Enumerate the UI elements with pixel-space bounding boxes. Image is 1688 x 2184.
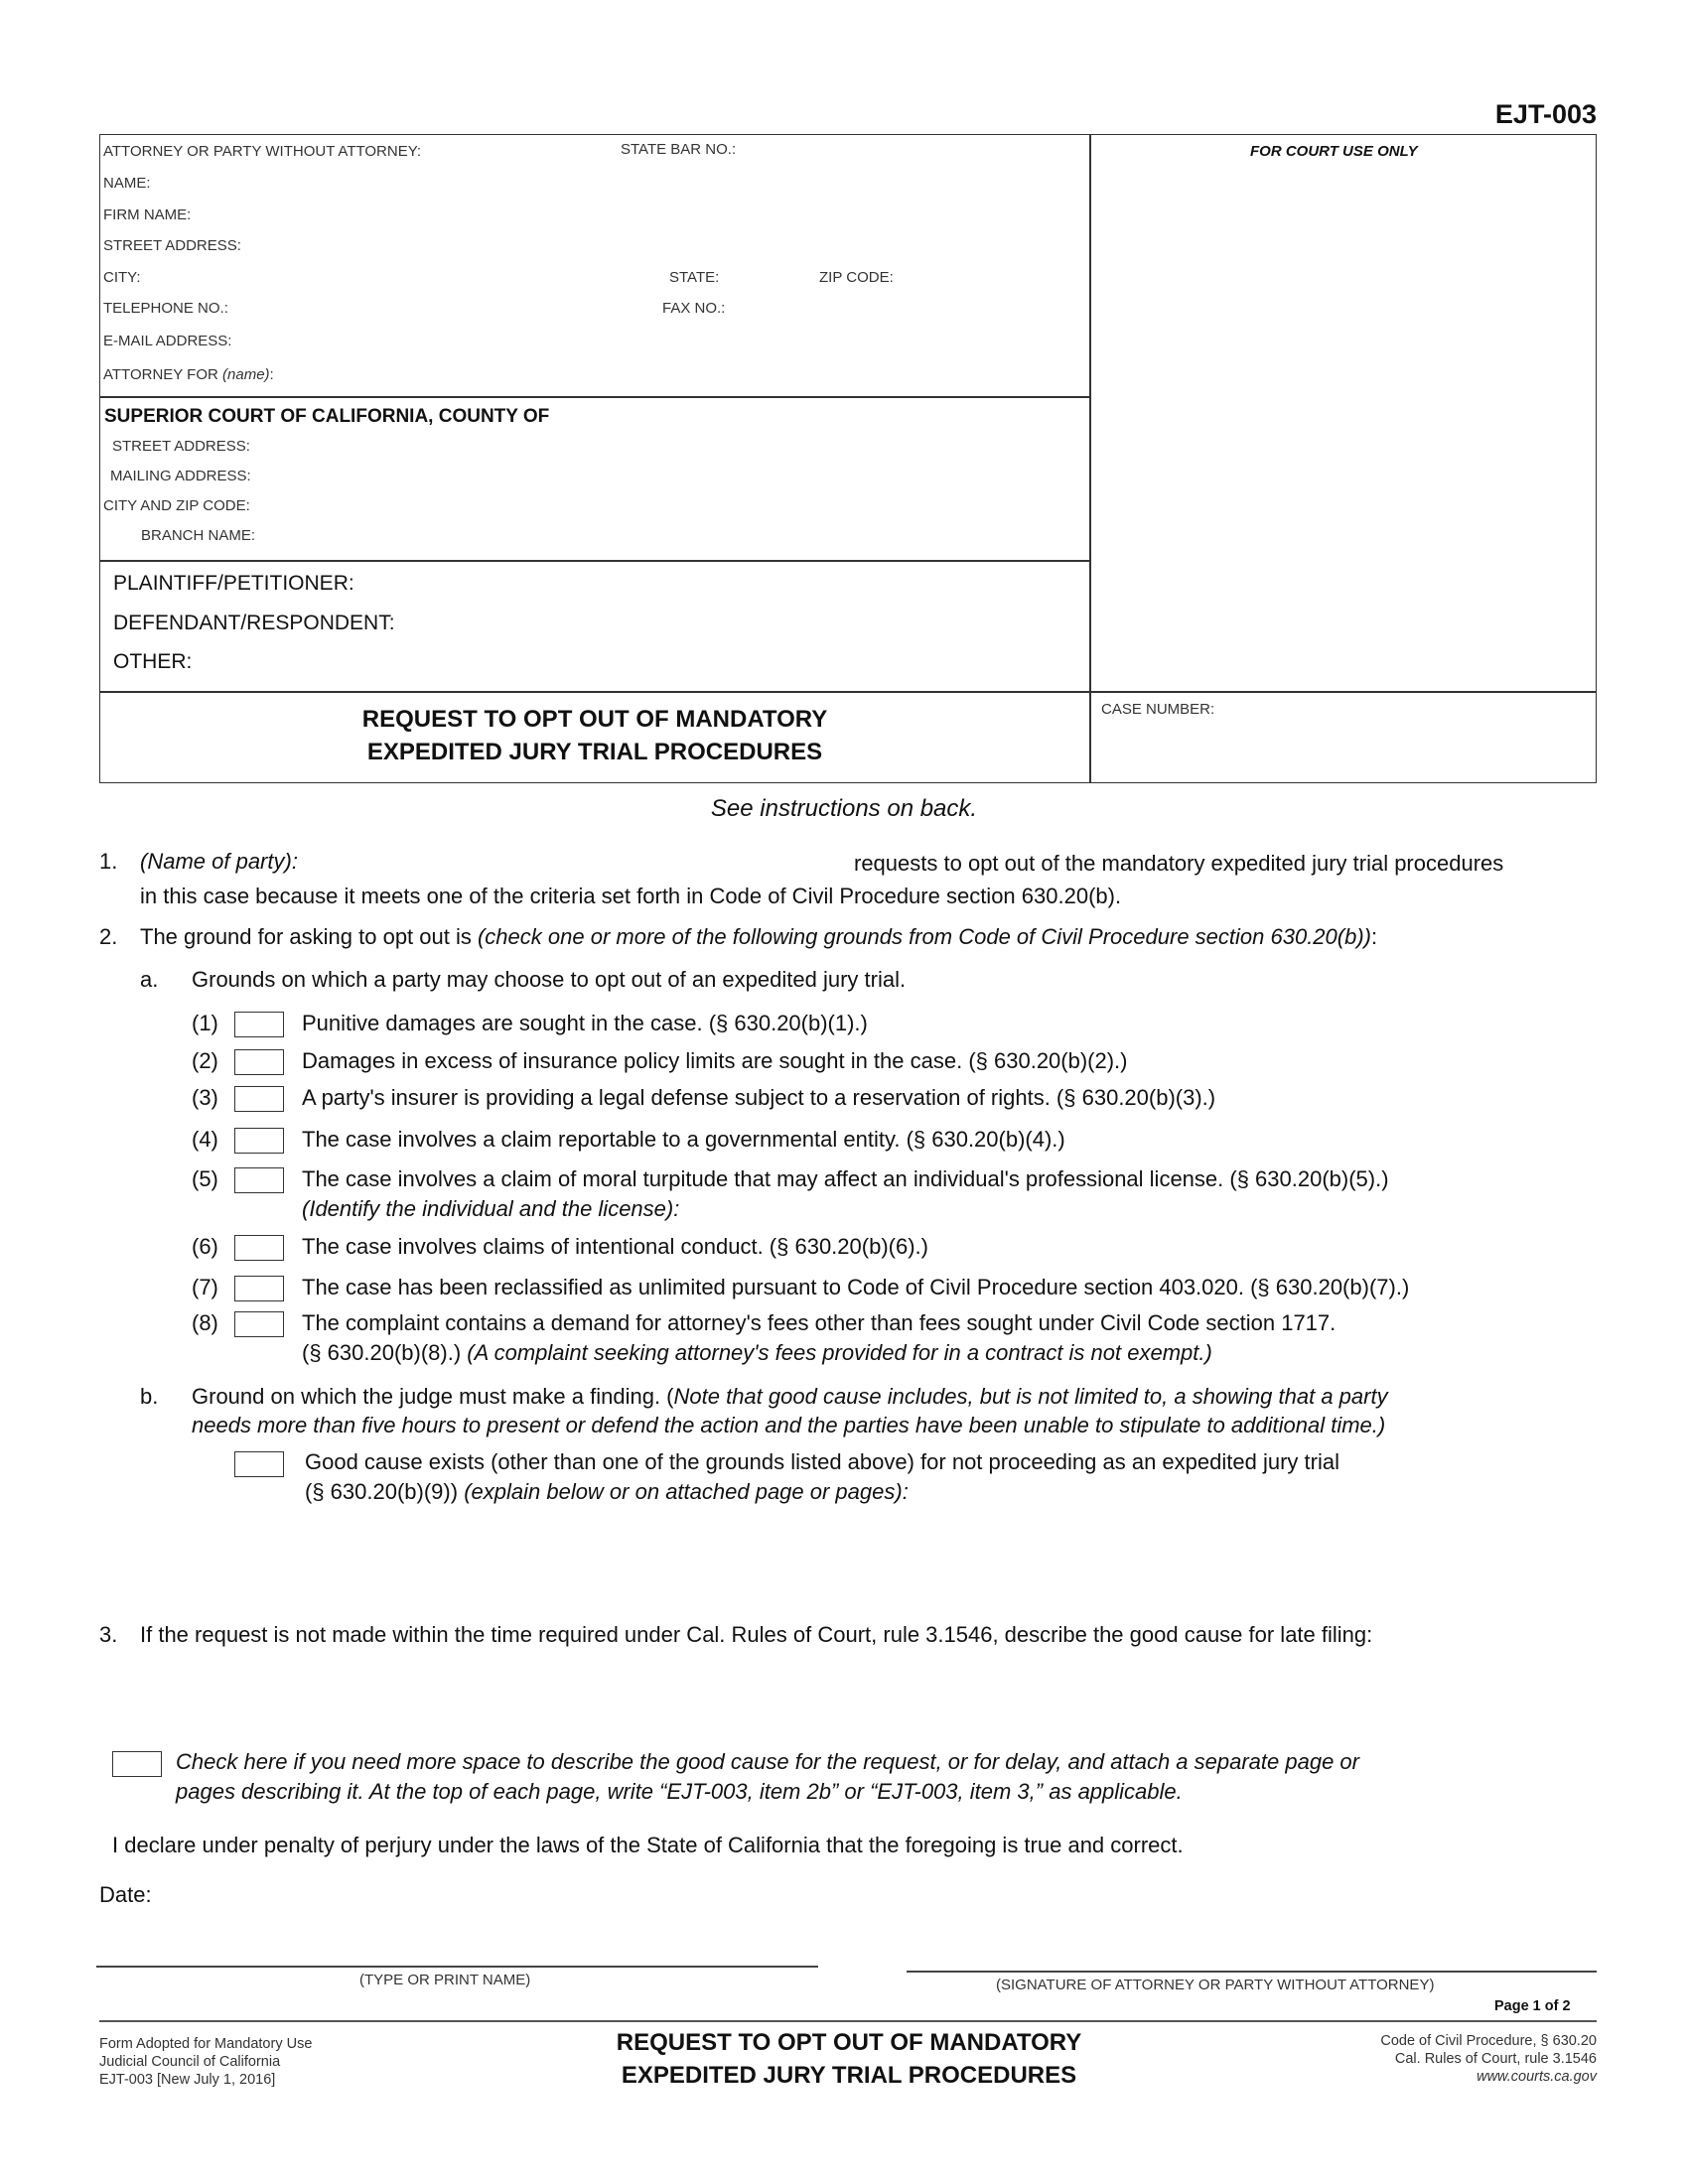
more-space-text: Check here if you need more space to describe the good cause for the request, or for delay, and attach a separate page or xyxy=(176,1749,1359,1774)
court-mailing-label: MAILING ADDRESS: xyxy=(110,468,251,484)
ground-8-subtext: (§ 630.20(b)(8).) (A complaint seeking attorney's fees provided for in a contract is not exempt.) xyxy=(302,1340,1212,1365)
ground-5-text: The case involves a claim of moral turpitude that may affect an individual's professional license. (§ 630.20(b)(5).) xyxy=(302,1166,1389,1191)
divider xyxy=(1089,135,1091,782)
name-label: NAME: xyxy=(103,175,151,192)
page-number: Page 1 of 2 xyxy=(1494,1998,1571,2014)
ground-8-checkbox[interactable] xyxy=(234,1311,284,1337)
ground-2-checkbox[interactable] xyxy=(234,1049,284,1075)
zip-code-label: ZIP CODE: xyxy=(819,269,894,286)
city-label: CITY: xyxy=(103,269,141,286)
item3-number: 3. xyxy=(99,1622,118,1647)
footer-citations: Code of Civil Procedure, § 630.20 Cal. Rules of Court, rule 3.1546 www.courts.ca.gov xyxy=(1380,2033,1597,2085)
signature-line[interactable] xyxy=(907,1971,1597,1973)
street-address-label: STREET ADDRESS: xyxy=(103,237,241,254)
ground-2-number: (2) xyxy=(192,1048,218,1073)
item2b-label: b. xyxy=(140,1384,159,1409)
item2a-label: a. xyxy=(140,967,159,992)
item2b-text: Ground on which the judge must make a finding. (Note that good cause includes, but is not limited to, a showing that a party xyxy=(192,1384,1388,1409)
divider xyxy=(100,691,1596,693)
ground-7-text: The case has been reclassified as unlimited pursuant to Code of Civil Procedure section 403.020. (§ 630.20(b)(7).) xyxy=(302,1275,1410,1299)
ground-7-number: (7) xyxy=(192,1275,218,1299)
more-space-checkbox[interactable] xyxy=(112,1751,162,1777)
divider xyxy=(100,560,1089,562)
good-cause-checkbox[interactable] xyxy=(234,1451,284,1477)
more-space-text-cont: pages describing it. At the top of each page, write “EJT-003, item 2b” or “EJT-003, item 3,” as applicable. xyxy=(176,1779,1183,1804)
item1-text: requests to opt out of the mandatory expedited jury trial procedures xyxy=(854,851,1504,876)
item1-text-cont: in this case because it meets one of the criteria set forth in Code of Civil Procedure section 630.20(b). xyxy=(140,884,1122,908)
name-line[interactable] xyxy=(96,1966,818,1968)
signature-caption: (SIGNATURE OF ATTORNEY OR PARTY WITHOUT ATTORNEY) xyxy=(996,1977,1435,1993)
ground-6-text: The case involves claims of intentional conduct. (§ 630.20(b)(6).) xyxy=(302,1234,928,1259)
ground-4-text: The case involves a claim reportable to a governmental entity. (§ 630.20(b)(4).) xyxy=(302,1127,1065,1152)
ground-3-text: A party's insurer is providing a legal defense subject to a reservation of rights. (§ 630.20(b)(3).) xyxy=(302,1085,1216,1110)
item2-lead: The ground for asking to opt out is (check one or more of the following grounds from Code of Civil Procedure section 630.20(b)): xyxy=(140,924,1378,949)
item3-text: If the request is not made within the time required under Cal. Rules of Court, rule 3.1546, describe the good cause for late filing: xyxy=(140,1622,1373,1647)
court-street-label: STREET ADDRESS: xyxy=(112,438,250,455)
court-city-zip-label: CITY AND ZIP CODE: xyxy=(103,497,250,514)
other-label: OTHER: xyxy=(113,650,193,673)
plaintiff-label: PLAINTIFF/PETITIONER: xyxy=(113,572,354,595)
court-title: SUPERIOR COURT OF CALIFORNIA, COUNTY OF xyxy=(104,406,550,427)
divider xyxy=(100,396,1089,398)
good-cause-text: Good cause exists (other than one of the grounds listed above) for not proceeding as an expedited jury trial xyxy=(305,1449,1339,1474)
ground-6-number: (6) xyxy=(192,1234,218,1259)
state-bar-label: STATE BAR NO.: xyxy=(621,141,737,158)
footer-divider xyxy=(99,2020,1597,2022)
item1-number: 1. xyxy=(99,849,118,874)
ground-1-number: (1) xyxy=(192,1011,218,1035)
ground-4-number: (4) xyxy=(192,1127,218,1152)
state-label: STATE: xyxy=(669,269,720,286)
firm-name-label: FIRM NAME: xyxy=(103,206,192,223)
ground-2-text: Damages in excess of insurance policy limits are sought in the case. (§ 630.20(b)(2).) xyxy=(302,1048,1128,1073)
fax-label: FAX NO.: xyxy=(662,300,726,317)
item2a-text: Grounds on which a party may choose to opt out of an expedited jury trial. xyxy=(192,967,907,992)
ground-5-checkbox[interactable] xyxy=(234,1167,284,1193)
ground-1-text: Punitive damages are sought in the case. (§ 630.20(b)(1).) xyxy=(302,1011,868,1035)
attorney-label: ATTORNEY OR PARTY WITHOUT ATTORNEY: xyxy=(103,143,422,160)
case-number-label: CASE NUMBER: xyxy=(1101,701,1215,718)
ground-4-checkbox[interactable] xyxy=(234,1128,284,1154)
item1-name-label: (Name of party): xyxy=(140,849,298,874)
good-cause-text-cont: (§ 630.20(b)(9)) (explain below or on attached page or pages): xyxy=(305,1479,909,1504)
telephone-label: TELEPHONE NO.: xyxy=(103,300,228,317)
date-label: Date: xyxy=(99,1882,152,1907)
name-caption: (TYPE OR PRINT NAME) xyxy=(359,1972,531,1988)
court-use-label: FOR COURT USE ONLY xyxy=(1250,143,1418,160)
defendant-label: DEFENDANT/RESPONDENT: xyxy=(113,612,395,634)
caption-box xyxy=(99,134,1597,783)
ground-7-checkbox[interactable] xyxy=(234,1276,284,1301)
declaration-text: I declare under penalty of perjury under the laws of the State of California that the foregoing is true and correct. xyxy=(112,1833,1184,1857)
item2b-text-cont: needs more than five hours to present or defend the action and the parties have been unable to stipulate to additional time.) xyxy=(192,1413,1386,1437)
ground-8-number: (8) xyxy=(192,1310,218,1335)
courts-website-link[interactable]: www.courts.ca.gov xyxy=(1477,2069,1597,2085)
footer-adopted: Form Adopted for Mandatory Use Judicial Council of California EJT-003 [New July 1, 2016] xyxy=(99,2036,313,2088)
court-branch-label: BRANCH NAME: xyxy=(141,527,256,544)
document-title: REQUEST TO OPT OUT OF MANDATORY EXPEDITED JURY TRIAL PROCEDURES xyxy=(361,706,828,765)
instructions-note: See instructions on back. xyxy=(710,795,978,822)
ground-5-subtext: (Identify the individual and the license): xyxy=(302,1196,680,1221)
ground-8-text: The complaint contains a demand for attorney's fees other than fees sought under Civil Code section 1717. xyxy=(302,1310,1336,1335)
email-label: E-MAIL ADDRESS: xyxy=(103,333,232,349)
ground-1-checkbox[interactable] xyxy=(234,1012,284,1037)
form-number: EJT-003 xyxy=(1494,99,1597,129)
ground-3-number: (3) xyxy=(192,1085,218,1110)
footer-title: REQUEST TO OPT OUT OF MANDATORY EXPEDITED JURY TRIAL PROCEDURES xyxy=(616,2029,1082,2089)
ground-5-number: (5) xyxy=(192,1166,218,1191)
item2-number: 2. xyxy=(99,924,118,949)
ground-6-checkbox[interactable] xyxy=(234,1235,284,1261)
ground-3-checkbox[interactable] xyxy=(234,1086,284,1112)
attorney-for-label: ATTORNEY FOR (name): xyxy=(103,366,274,383)
